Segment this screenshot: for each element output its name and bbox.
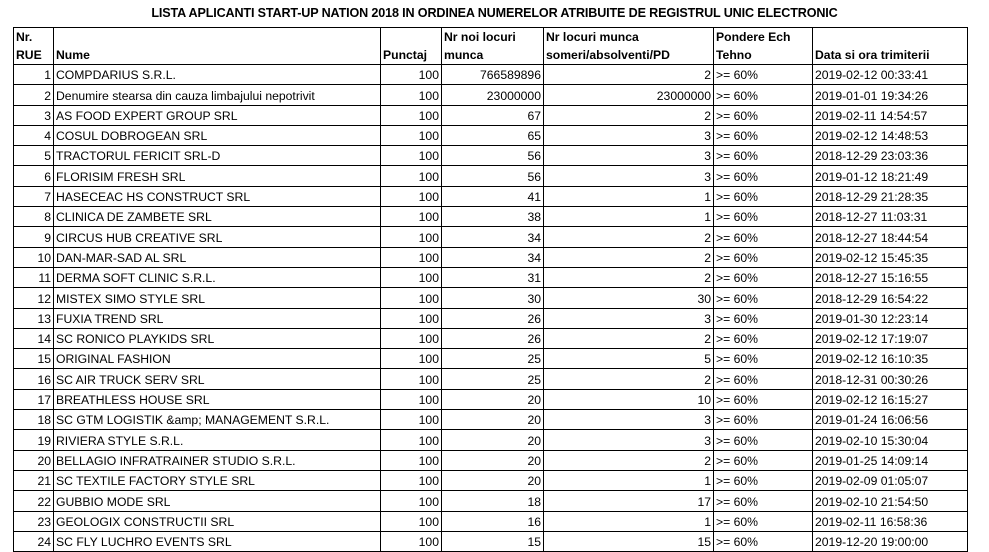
cell-locuri-munca-someri: 2 <box>544 65 714 85</box>
cell-nume: FLORISIM FRESH SRL <box>54 166 381 186</box>
cell-noi-locuri-munca: 34 <box>442 247 544 267</box>
cell-noi-locuri-munca: 31 <box>442 267 544 287</box>
cell-nume: TRACTORUL FERICIT SRL-D <box>54 146 381 166</box>
table-row <box>14 349 968 369</box>
cell-nume: SC GTM LOGISTIK &amp; MANAGEMENT S.R.L. <box>54 410 381 430</box>
cell-punctaj: 100 <box>381 470 442 490</box>
cell-punctaj: 100 <box>381 389 442 409</box>
cell-rue: 2 <box>14 85 54 105</box>
cell-noi-locuri-munca: 26 <box>442 328 544 348</box>
cell-pondere-ech-tehno: >= 60% <box>714 166 813 186</box>
cell-locuri-munca-someri: 3 <box>544 125 714 145</box>
table-row <box>14 267 968 287</box>
cell-punctaj: 100 <box>381 125 442 145</box>
cell-punctaj: 100 <box>381 288 442 308</box>
cell-pondere-ech-tehno: >= 60% <box>714 125 813 145</box>
cell-rue: 20 <box>14 450 54 470</box>
table-row <box>14 166 968 186</box>
cell-pondere-ech-tehno: >= 60% <box>714 450 813 470</box>
column-header-data-line1 <box>813 28 968 47</box>
cell-nume: AS FOOD EXPERT GROUP SRL <box>54 105 381 125</box>
cell-punctaj: 100 <box>381 430 442 450</box>
cell-rue: 1 <box>14 65 54 85</box>
cell-punctaj: 100 <box>381 227 442 247</box>
cell-data-ora-trimiterii: 2019-02-10 15:30:04 <box>813 430 968 450</box>
cell-nume: GEOLOGIX CONSTRUCTII SRL <box>54 511 381 531</box>
cell-data-ora-trimiterii: 2019-02-10 21:54:50 <box>813 491 968 511</box>
cell-data-ora-trimiterii: 2018-12-27 15:16:55 <box>813 267 968 287</box>
cell-locuri-munca-someri: 3 <box>544 146 714 166</box>
cell-locuri-munca-someri: 2 <box>544 369 714 389</box>
cell-data-ora-trimiterii: 2019-01-24 16:06:56 <box>813 410 968 430</box>
cell-pondere-ech-tehno: >= 60% <box>714 288 813 308</box>
cell-punctaj: 100 <box>381 349 442 369</box>
table-header-row-bottom <box>14 46 968 65</box>
cell-nume: DERMA SOFT CLINIC S.R.L. <box>54 267 381 287</box>
table-row <box>14 125 968 145</box>
cell-pondere-ech-tehno: >= 60% <box>714 410 813 430</box>
cell-noi-locuri-munca: 25 <box>442 349 544 369</box>
cell-pondere-ech-tehno: >= 60% <box>714 65 813 85</box>
cell-punctaj: 100 <box>381 491 442 511</box>
cell-data-ora-trimiterii: 2019-02-12 16:15:27 <box>813 389 968 409</box>
table-row <box>14 247 968 267</box>
cell-noi-locuri-munca: 766589896 <box>442 65 544 85</box>
cell-pondere-ech-tehno: >= 60% <box>714 491 813 511</box>
cell-data-ora-trimiterii: 2018-12-31 00:30:26 <box>813 369 968 389</box>
cell-locuri-munca-someri: 2 <box>544 450 714 470</box>
cell-nume: MISTEX SIMO STYLE SRL <box>54 288 381 308</box>
cell-locuri-munca-someri: 15 <box>544 531 714 551</box>
cell-locuri-munca-someri: 1 <box>544 186 714 206</box>
cell-rue: 21 <box>14 470 54 490</box>
table-row <box>14 430 968 450</box>
cell-noi-locuri-munca: 20 <box>442 470 544 490</box>
cell-punctaj: 100 <box>381 531 442 551</box>
cell-punctaj: 100 <box>381 308 442 328</box>
cell-rue: 23 <box>14 511 54 531</box>
cell-rue: 3 <box>14 105 54 125</box>
cell-data-ora-trimiterii: 2019-01-25 14:09:14 <box>813 450 968 470</box>
cell-noi-locuri-munca: 65 <box>442 125 544 145</box>
cell-locuri-munca-someri: 23000000 <box>544 85 714 105</box>
cell-nume: CLINICA DE ZAMBETE SRL <box>54 207 381 227</box>
cell-pondere-ech-tehno: >= 60% <box>714 531 813 551</box>
cell-punctaj: 100 <box>381 105 442 125</box>
table-row <box>14 450 968 470</box>
cell-noi-locuri-munca: 20 <box>442 450 544 470</box>
table-row <box>14 105 968 125</box>
cell-data-ora-trimiterii: 2019-02-12 14:48:53 <box>813 125 968 145</box>
column-header-data: Data si ora trimiterii <box>813 46 968 65</box>
column-header-nume-line1 <box>54 28 381 47</box>
column-header-nume: Nume <box>54 46 381 65</box>
cell-data-ora-trimiterii: 2018-12-27 11:03:31 <box>813 207 968 227</box>
cell-data-ora-trimiterii: 2019-02-12 00:33:41 <box>813 65 968 85</box>
column-header-someri-line2: someri/absolventi/PD <box>544 46 714 65</box>
cell-data-ora-trimiterii: 2018-12-29 23:03:36 <box>813 146 968 166</box>
cell-rue: 5 <box>14 146 54 166</box>
table-row <box>14 85 968 105</box>
table-row <box>14 146 968 166</box>
cell-nume: GUBBIO MODE SRL <box>54 491 381 511</box>
cell-rue: 16 <box>14 369 54 389</box>
cell-pondere-ech-tehno: >= 60% <box>714 207 813 227</box>
cell-pondere-ech-tehno: >= 60% <box>714 186 813 206</box>
cell-noi-locuri-munca: 18 <box>442 491 544 511</box>
cell-locuri-munca-someri: 30 <box>544 288 714 308</box>
cell-punctaj: 100 <box>381 267 442 287</box>
cell-nume: ORIGINAL FASHION <box>54 349 381 369</box>
cell-rue: 11 <box>14 267 54 287</box>
cell-noi-locuri-munca: 41 <box>442 186 544 206</box>
column-header-pondere-line1: Pondere Ech <box>714 28 813 47</box>
cell-noi-locuri-munca: 16 <box>442 511 544 531</box>
table-row <box>14 410 968 430</box>
page-title: LISTA APLICANTI START-UP NATION 2018 IN ORDINEA NUMERELOR ATRIBUITE DE REGISTRUL UNIC ELECTRONIC <box>151 6 838 20</box>
cell-noi-locuri-munca: 67 <box>442 105 544 125</box>
table-row <box>14 186 968 206</box>
cell-punctaj: 100 <box>381 146 442 166</box>
cell-punctaj: 100 <box>381 207 442 227</box>
cell-noi-locuri-munca: 30 <box>442 288 544 308</box>
cell-rue: 14 <box>14 328 54 348</box>
cell-locuri-munca-someri: 5 <box>544 349 714 369</box>
cell-data-ora-trimiterii: 2019-02-12 17:19:07 <box>813 328 968 348</box>
cell-nume: SC AIR TRUCK SERV SRL <box>54 369 381 389</box>
cell-locuri-munca-someri: 2 <box>544 105 714 125</box>
table-row <box>14 65 968 85</box>
cell-punctaj: 100 <box>381 450 442 470</box>
table-header-row-top <box>14 28 968 47</box>
cell-pondere-ech-tehno: >= 60% <box>714 146 813 166</box>
cell-rue: 22 <box>14 491 54 511</box>
cell-punctaj: 100 <box>381 247 442 267</box>
cell-locuri-munca-someri: 3 <box>544 166 714 186</box>
applicants-table <box>13 27 968 552</box>
cell-locuri-munca-someri: 10 <box>544 389 714 409</box>
cell-punctaj: 100 <box>381 166 442 186</box>
cell-noi-locuri-munca: 20 <box>442 430 544 450</box>
cell-nume: DAN-MAR-SAD AL SRL <box>54 247 381 267</box>
cell-locuri-munca-someri: 1 <box>544 511 714 531</box>
table-row <box>14 227 968 247</box>
cell-punctaj: 100 <box>381 369 442 389</box>
cell-pondere-ech-tehno: >= 60% <box>714 349 813 369</box>
cell-noi-locuri-munca: 56 <box>442 146 544 166</box>
cell-nume: BELLAGIO INFRATRAINER STUDIO S.R.L. <box>54 450 381 470</box>
cell-pondere-ech-tehno: >= 60% <box>714 85 813 105</box>
cell-locuri-munca-someri: 2 <box>544 247 714 267</box>
cell-punctaj: 100 <box>381 410 442 430</box>
cell-rue: 19 <box>14 430 54 450</box>
cell-data-ora-trimiterii: 2019-02-11 14:54:57 <box>813 105 968 125</box>
cell-pondere-ech-tehno: >= 60% <box>714 227 813 247</box>
cell-data-ora-trimiterii: 2019-01-12 18:21:49 <box>813 166 968 186</box>
cell-noi-locuri-munca: 34 <box>442 227 544 247</box>
column-header-someri-line1: Nr locuri munca <box>544 28 714 47</box>
cell-data-ora-trimiterii: 2019-02-12 16:10:35 <box>813 349 968 369</box>
table-row <box>14 531 968 551</box>
cell-nume: Denumire stearsa din cauza limbajului nepotrivit <box>54 85 381 105</box>
column-header-punctaj: Punctaj <box>381 46 442 65</box>
cell-pondere-ech-tehno: >= 60% <box>714 267 813 287</box>
cell-rue: 13 <box>14 308 54 328</box>
cell-nume: COSUL DOBROGEAN SRL <box>54 125 381 145</box>
cell-pondere-ech-tehno: >= 60% <box>714 389 813 409</box>
cell-noi-locuri-munca: 15 <box>442 531 544 551</box>
cell-rue: 12 <box>14 288 54 308</box>
cell-noi-locuri-munca: 25 <box>442 369 544 389</box>
cell-nume: BREATHLESS HOUSE SRL <box>54 389 381 409</box>
table-row <box>14 470 968 490</box>
cell-rue: 24 <box>14 531 54 551</box>
cell-rue: 6 <box>14 166 54 186</box>
cell-rue: 10 <box>14 247 54 267</box>
cell-noi-locuri-munca: 26 <box>442 308 544 328</box>
cell-data-ora-trimiterii: 2019-02-09 01:05:07 <box>813 470 968 490</box>
table-header <box>14 28 968 65</box>
cell-noi-locuri-munca: 20 <box>442 389 544 409</box>
applicants-table-container <box>13 27 967 552</box>
cell-locuri-munca-someri: 3 <box>544 410 714 430</box>
cell-nume: FUXIA TREND SRL <box>54 308 381 328</box>
cell-data-ora-trimiterii: 2018-12-27 18:44:54 <box>813 227 968 247</box>
cell-data-ora-trimiterii: 2018-12-29 21:28:35 <box>813 186 968 206</box>
cell-locuri-munca-someri: 3 <box>544 308 714 328</box>
cell-pondere-ech-tehno: >= 60% <box>714 308 813 328</box>
cell-locuri-munca-someri: 1 <box>544 207 714 227</box>
cell-rue: 9 <box>14 227 54 247</box>
cell-punctaj: 100 <box>381 186 442 206</box>
table-body <box>14 65 968 552</box>
table-row <box>14 288 968 308</box>
table-row <box>14 207 968 227</box>
column-header-punctaj-line1 <box>381 28 442 47</box>
cell-nume: SC TEXTILE FACTORY STYLE SRL <box>54 470 381 490</box>
cell-nume: SC FLY LUCHRO EVENTS SRL <box>54 531 381 551</box>
cell-pondere-ech-tehno: >= 60% <box>714 369 813 389</box>
cell-locuri-munca-someri: 17 <box>544 491 714 511</box>
cell-pondere-ech-tehno: >= 60% <box>714 247 813 267</box>
cell-rue: 15 <box>14 349 54 369</box>
cell-data-ora-trimiterii: 2019-01-01 19:34:26 <box>813 85 968 105</box>
cell-nume: RIVIERA STYLE S.R.L. <box>54 430 381 450</box>
table-row <box>14 511 968 531</box>
cell-rue: 7 <box>14 186 54 206</box>
cell-pondere-ech-tehno: >= 60% <box>714 470 813 490</box>
table-row <box>14 308 968 328</box>
cell-locuri-munca-someri: 1 <box>544 470 714 490</box>
column-header-rue-line1: Nr. <box>14 28 54 47</box>
cell-locuri-munca-someri: 2 <box>544 328 714 348</box>
table-row <box>14 491 968 511</box>
cell-data-ora-trimiterii: 2019-02-12 15:45:35 <box>813 247 968 267</box>
cell-noi-locuri-munca: 23000000 <box>442 85 544 105</box>
cell-punctaj: 100 <box>381 85 442 105</box>
cell-pondere-ech-tehno: >= 60% <box>714 328 813 348</box>
cell-noi-locuri-munca: 56 <box>442 166 544 186</box>
column-header-rue-line2: RUE <box>14 46 54 65</box>
cell-nume: HASECEAC HS CONSTRUCT SRL <box>54 186 381 206</box>
cell-nume: CIRCUS HUB CREATIVE SRL <box>54 227 381 247</box>
cell-rue: 4 <box>14 125 54 145</box>
cell-data-ora-trimiterii: 2019-12-20 19:00:00 <box>813 531 968 551</box>
cell-nume: COMPDARIUS S.R.L. <box>54 65 381 85</box>
cell-rue: 8 <box>14 207 54 227</box>
cell-punctaj: 100 <box>381 328 442 348</box>
cell-data-ora-trimiterii: 2019-02-11 16:58:36 <box>813 511 968 531</box>
table-row <box>14 389 968 409</box>
cell-nume: SC RONICO PLAYKIDS SRL <box>54 328 381 348</box>
column-header-noi-locuri-line2: munca <box>442 46 544 65</box>
table-row <box>14 328 968 348</box>
cell-pondere-ech-tehno: >= 60% <box>714 105 813 125</box>
cell-noi-locuri-munca: 20 <box>442 410 544 430</box>
cell-rue: 17 <box>14 389 54 409</box>
cell-rue: 18 <box>14 410 54 430</box>
cell-punctaj: 100 <box>381 65 442 85</box>
cell-pondere-ech-tehno: >= 60% <box>714 430 813 450</box>
cell-locuri-munca-someri: 2 <box>544 227 714 247</box>
cell-data-ora-trimiterii: 2019-01-30 12:23:14 <box>813 308 968 328</box>
cell-locuri-munca-someri: 3 <box>544 430 714 450</box>
table-row <box>14 369 968 389</box>
cell-noi-locuri-munca: 38 <box>442 207 544 227</box>
column-header-noi-locuri-line1: Nr noi locuri <box>442 28 544 47</box>
column-header-pondere-line2: Tehno <box>714 46 813 65</box>
cell-locuri-munca-someri: 2 <box>544 267 714 287</box>
cell-pondere-ech-tehno: >= 60% <box>714 511 813 531</box>
cell-punctaj: 100 <box>381 511 442 531</box>
cell-data-ora-trimiterii: 2018-12-29 16:54:22 <box>813 288 968 308</box>
